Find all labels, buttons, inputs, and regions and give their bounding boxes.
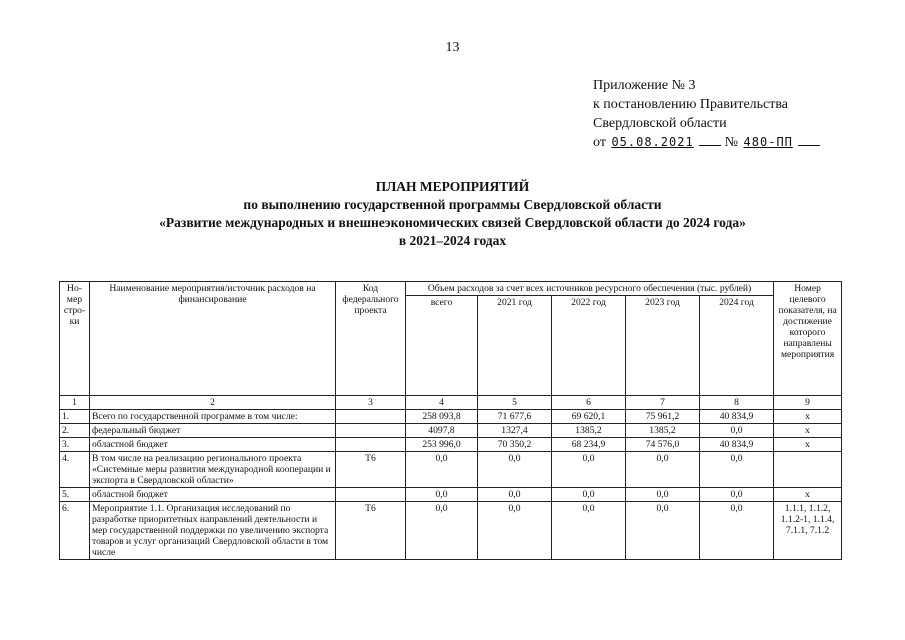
header-2021: 2021 год — [478, 296, 552, 396]
row-2022: 68 234,9 — [552, 438, 626, 452]
row-total: 258 093,8 — [406, 410, 478, 424]
row-name: В том числе на реализацию регионального проекта «Системные меры развития международной кооперации и экспорта в Свердловской области» — [90, 452, 336, 488]
row-2023: 0,0 — [626, 502, 700, 560]
appendix-date-line — [593, 133, 820, 152]
row-2024: 0,0 — [700, 452, 774, 488]
header-name: Наименование мероприятия/источник расходов на финансирование — [90, 282, 336, 396]
column-number: 3 — [336, 396, 406, 410]
resolution-number: 480-ПП — [743, 135, 793, 149]
resolution-date: 05.08.2021 — [611, 135, 694, 149]
row-target: 1.1.1, 1.1.2, 1.1.2-1, 1.1.4, 7.1.1, 7.1.2 — [774, 502, 842, 560]
row-number: 3. — [60, 438, 90, 452]
row-code — [336, 488, 406, 502]
row-2024: 0,0 — [700, 424, 774, 438]
column-number-row — [60, 396, 842, 410]
header-2024: 2024 год — [700, 296, 774, 396]
row-number: 4. — [60, 452, 90, 488]
row-2021: 71 677,6 — [478, 410, 552, 424]
row-target: x — [774, 424, 842, 438]
appendix-title: Приложение № 3 — [593, 78, 696, 93]
column-number: 2 — [90, 396, 336, 410]
row-code: Т6 — [336, 502, 406, 560]
row-name: Всего по государственной программе в том числе: — [90, 410, 336, 424]
header-row-number: Но-мер стро-ки — [60, 282, 90, 396]
row-2024: 40 834,9 — [700, 438, 774, 452]
row-target: x — [774, 438, 842, 452]
row-2023: 74 576,0 — [626, 438, 700, 452]
row-2023: 0,0 — [626, 452, 700, 488]
row-number: 1. — [60, 410, 90, 424]
row-target: x — [774, 488, 842, 502]
row-number: 2. — [60, 424, 90, 438]
number-prefix: № — [724, 135, 739, 150]
header-target: Номер целевого показателя, на достижение которого направлены мероприятия — [774, 282, 842, 396]
row-target — [774, 452, 842, 488]
row-2021: 70 350,2 — [478, 438, 552, 452]
date-prefix: от — [593, 135, 606, 150]
column-number: 8 — [700, 396, 774, 410]
row-code: Т6 — [336, 452, 406, 488]
appendix-region: Свердловской области — [593, 116, 727, 131]
table-row — [60, 410, 842, 424]
column-number: 5 — [478, 396, 552, 410]
row-name: федеральный бюджет — [90, 424, 336, 438]
table-row — [60, 502, 842, 560]
header-2023: 2023 год — [626, 296, 700, 396]
table-row — [60, 424, 842, 438]
row-code — [336, 410, 406, 424]
appendix-block — [593, 76, 820, 152]
row-2021: 0,0 — [478, 502, 552, 560]
row-total: 0,0 — [406, 452, 478, 488]
row-number: 6. — [60, 502, 90, 560]
column-number: 7 — [626, 396, 700, 410]
title-line-2: по выполнению государственной программы Свердловской области — [243, 197, 662, 212]
table-row — [60, 488, 842, 502]
appendix-resolution: к постановлению Правительства — [593, 97, 789, 112]
column-number: 4 — [406, 396, 478, 410]
row-2022: 0,0 — [552, 452, 626, 488]
row-2021: 1327,4 — [478, 424, 552, 438]
row-total: 4097,8 — [406, 424, 478, 438]
title-line-4: в 2021–2024 годах — [398, 233, 507, 248]
document-title — [0, 178, 905, 250]
row-2023: 0,0 — [626, 488, 700, 502]
row-total: 0,0 — [406, 502, 478, 560]
plan-table — [59, 281, 842, 560]
row-code — [336, 424, 406, 438]
column-number: 9 — [774, 396, 842, 410]
page-number: 13 — [445, 40, 460, 55]
row-2024: 0,0 — [700, 502, 774, 560]
row-number: 5. — [60, 488, 90, 502]
header-volume: Объем расходов за счет всех источников ресурсного обеспечения (тыс. рублей) — [406, 282, 774, 296]
table-row — [60, 438, 842, 452]
title-line-3: «Развитие международных и внешнеэкономических связей Свердловской области до 2024 года» — [159, 215, 746, 230]
row-2021: 0,0 — [478, 452, 552, 488]
column-number: 1 — [60, 396, 90, 410]
row-target: x — [774, 410, 842, 424]
header-code: Код федерального проекта — [336, 282, 406, 396]
row-2022: 69 620,1 — [552, 410, 626, 424]
header-2022: 2022 год — [552, 296, 626, 396]
row-2022: 0,0 — [552, 488, 626, 502]
row-2022: 0,0 — [552, 502, 626, 560]
row-2022: 1385,2 — [552, 424, 626, 438]
row-total: 0,0 — [406, 488, 478, 502]
row-total: 253 996,0 — [406, 438, 478, 452]
table-row — [60, 452, 842, 488]
row-2023: 1385,2 — [626, 424, 700, 438]
header-total: всего — [406, 296, 478, 396]
title-line-1: ПЛАН МЕРОПРИЯТИЙ — [375, 179, 530, 194]
row-code — [336, 438, 406, 452]
row-name: Мероприятие 1.1. Организация исследований по разработке приоритетных направлений деятельности и мер государственной поддержки по увеличению экспорта товаров и услуг организаций Свердловской области в том числе — [90, 502, 336, 560]
row-2024: 40 834,9 — [700, 410, 774, 424]
row-2021: 0,0 — [478, 488, 552, 502]
row-name: областной бюджет — [90, 438, 336, 452]
row-name: областной бюджет — [90, 488, 336, 502]
row-2024: 0,0 — [700, 488, 774, 502]
row-2023: 75 961,2 — [626, 410, 700, 424]
column-number: 6 — [552, 396, 626, 410]
